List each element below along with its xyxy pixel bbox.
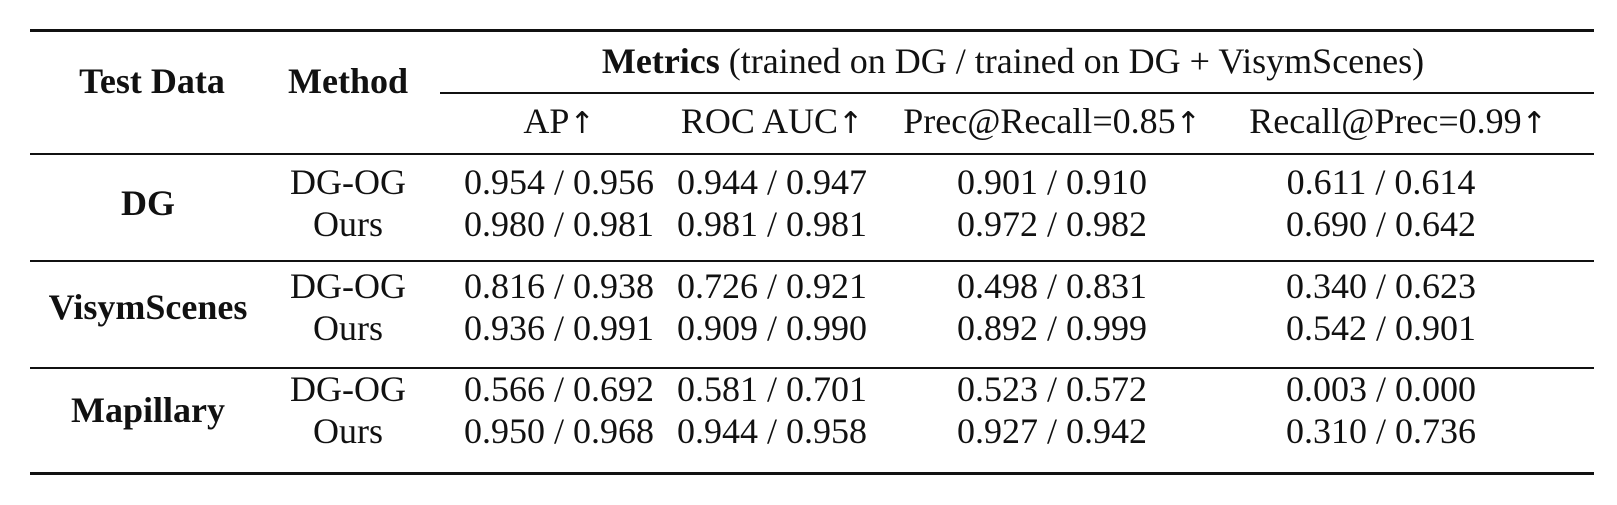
column-header-recall-at-prec: Recall@Prec=0.99↑ bbox=[1249, 101, 1547, 141]
column-header-prec-at-recall: Prec@Recall=0.85↑ bbox=[903, 101, 1201, 141]
value-cell: 0.980 / 0.981 bbox=[463, 204, 655, 244]
value-cell: 0.950 / 0.968 bbox=[463, 411, 655, 451]
method-label: DG-OG bbox=[290, 162, 406, 202]
bottom-rule bbox=[30, 472, 1594, 475]
header-metrics-title: Metrics bbox=[601, 41, 720, 81]
up-arrow-icon: ↑ bbox=[1175, 106, 1201, 141]
value-cell: 0.310 / 0.736 bbox=[1285, 411, 1477, 451]
value-cell: 0.927 / 0.942 bbox=[956, 411, 1148, 451]
metrics-underline bbox=[440, 92, 1594, 94]
header-metrics bbox=[602, 40, 1424, 82]
up-arrow-icon: ↑ bbox=[1521, 106, 1547, 141]
column-header-ap: AP↑ bbox=[523, 101, 595, 141]
value-cell: 0.611 / 0.614 bbox=[1286, 162, 1476, 202]
value-cell: 0.003 / 0.000 bbox=[1285, 369, 1477, 409]
header-metrics-note: (trained on DG / trained on DG + VisymScenes) bbox=[719, 41, 1425, 81]
value-cell: 0.944 / 0.947 bbox=[676, 162, 868, 202]
test-data-label: Mapillary bbox=[71, 390, 225, 430]
method-label: DG-OG bbox=[290, 266, 406, 306]
top-rule bbox=[30, 29, 1594, 32]
value-cell: 0.892 / 0.999 bbox=[956, 308, 1148, 348]
method-label: Ours bbox=[313, 411, 383, 451]
test-data-label: DG bbox=[121, 183, 175, 223]
group-divider bbox=[30, 260, 1594, 262]
column-header-roc-auc: ROC AUC↑ bbox=[680, 101, 864, 141]
header-rule bbox=[30, 153, 1594, 155]
header-test-data: Test Data bbox=[79, 61, 225, 101]
value-cell: 0.498 / 0.831 bbox=[956, 266, 1148, 306]
up-arrow-icon: ↑ bbox=[837, 106, 864, 141]
value-cell: 0.909 / 0.990 bbox=[676, 308, 868, 348]
value-cell: 0.936 / 0.991 bbox=[463, 308, 655, 348]
method-label: Ours bbox=[313, 204, 383, 244]
test-data-label: VisymScenes bbox=[48, 287, 248, 327]
value-cell: 0.944 / 0.958 bbox=[676, 411, 868, 451]
value-cell: 0.954 / 0.956 bbox=[463, 162, 655, 202]
value-cell: 0.581 / 0.701 bbox=[676, 369, 868, 409]
value-cell: 0.981 / 0.981 bbox=[676, 204, 868, 244]
value-cell: 0.690 / 0.642 bbox=[1285, 204, 1477, 244]
value-cell: 0.566 / 0.692 bbox=[463, 369, 655, 409]
value-cell: 0.726 / 0.921 bbox=[676, 266, 868, 306]
value-cell: 0.523 / 0.572 bbox=[956, 369, 1148, 409]
value-cell: 0.901 / 0.910 bbox=[956, 162, 1148, 202]
header-method: Method bbox=[288, 61, 408, 101]
method-label: DG-OG bbox=[290, 369, 406, 409]
value-cell: 0.816 / 0.938 bbox=[463, 266, 655, 306]
up-arrow-icon: ↑ bbox=[569, 106, 595, 141]
value-cell: 0.972 / 0.982 bbox=[956, 204, 1148, 244]
value-cell: 0.542 / 0.901 bbox=[1285, 308, 1477, 348]
value-cell: 0.340 / 0.623 bbox=[1285, 266, 1477, 306]
method-label: Ours bbox=[313, 308, 383, 348]
